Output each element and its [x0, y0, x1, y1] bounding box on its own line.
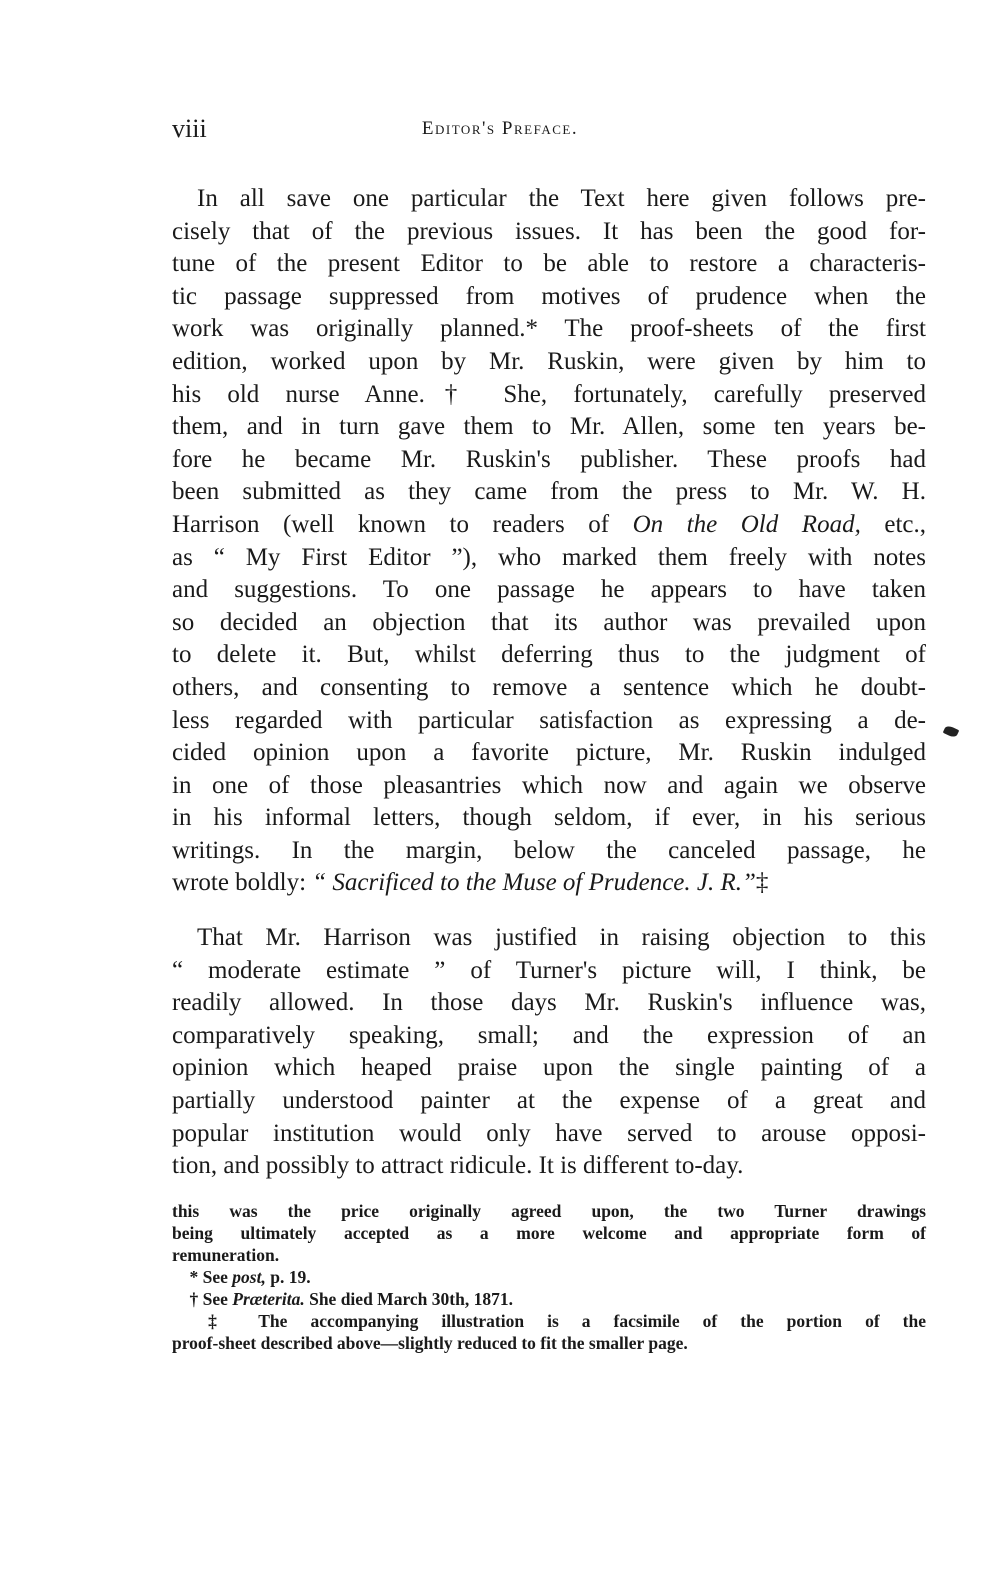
text-segment: cided opinion upon a favorite picture, Mr. Ruskin indulged [172, 739, 926, 767]
text-line [172, 1288, 926, 1310]
text-segment: this was the price originally agreed upon, the two Turner drawings [172, 1201, 926, 1221]
text-segment: That Mr. Harrison was justified in raising objection to this [172, 924, 926, 951]
text-segment: Harrison (well known to readers of [172, 510, 633, 538]
text-line [172, 1310, 926, 1332]
text-line [172, 346, 926, 379]
text-line [172, 1244, 926, 1266]
text-segment: wrote boldly: [172, 869, 313, 897]
text-segment: She died March 30th, 1871. [304, 1289, 513, 1309]
text-line [172, 770, 926, 803]
text-segment: tune of the present Editor to be able to restore a characteris- [172, 250, 926, 278]
text-segment: partially understood painter at the expense of a great and [172, 1086, 926, 1114]
text-segment: his old nurse Anne.† She, fortunately, carefully preserved [172, 380, 926, 408]
text-line [172, 542, 926, 575]
text-segment: them, and in turn gave them to Mr. Allen, some ten years be- [172, 413, 926, 441]
text-line [172, 1118, 926, 1151]
italic-text: post, [232, 1267, 266, 1287]
text-segment: “ moderate estimate ” of Turner's picture will, I think, be [172, 956, 926, 984]
text-line [172, 835, 926, 868]
text-line [172, 1200, 926, 1222]
text-segment: proof-sheet described above—slightly reduced to fit the smaller page. [172, 1333, 688, 1353]
text-segment: ‡ [755, 869, 769, 897]
text-segment: etc., [860, 510, 926, 538]
text-segment: cisely that of the previous issues. It has been the good for- [172, 217, 926, 245]
margin-mark [943, 724, 959, 738]
text-line [172, 955, 926, 988]
italic-text: Præterita. [232, 1289, 305, 1309]
text-segment: in his informal letters, though seldom, if ever, in his serious [172, 804, 926, 832]
text-line [172, 509, 926, 542]
text-segment: † See [172, 1289, 233, 1309]
text-segment: being ultimately accepted as a more welcome and appropriate form of [172, 1223, 926, 1243]
text-segment: work was originally planned.* The proof-sheets of the first [172, 315, 926, 343]
text-segment: fore he became Mr. Ruskin's publisher. These proofs had [172, 445, 926, 473]
italic-text: “ Sacrificed to the Muse of Prudence. J. R.” [312, 869, 756, 897]
text-segment: opinion which heaped praise upon the single painting of a [172, 1054, 926, 1082]
text-segment: tic passage suppressed from motives of prudence when the [172, 282, 926, 310]
text-line [172, 922, 926, 955]
paragraph-1 [172, 183, 926, 900]
text-line [172, 1332, 926, 1354]
italic-text: On the Old Road, [632, 510, 861, 538]
text-line [172, 802, 926, 835]
text-line [172, 1266, 926, 1288]
text-segment: so decided an objection that its author was prevailed upon [172, 608, 926, 636]
text-segment: comparatively speaking, small; and the expression of an [172, 1021, 926, 1049]
text-segment: * See [172, 1267, 233, 1287]
text-segment: popular institution would only have served to arouse opposi- [172, 1119, 926, 1147]
text-line [172, 607, 926, 640]
text-line [172, 216, 926, 249]
text-line [172, 379, 926, 412]
text-segment: as “ My First Editor ”), who marked them freely with notes [172, 543, 926, 571]
text-line [172, 639, 926, 672]
text-segment: edition, worked upon by Mr. Ruskin, were given by him to [172, 347, 926, 375]
text-segment: writings. In the margin, below the canceled passage, he [172, 836, 926, 864]
text-segment: remuneration. [172, 1245, 280, 1265]
text-segment: ‡ The accompanying illustration is a facsimile of the portion of the [172, 1311, 926, 1331]
text-line [172, 476, 926, 509]
text-segment: been submitted as they came from the press to Mr. W. H. [172, 478, 926, 506]
text-line [172, 1085, 926, 1118]
running-title: Editor's Preface. [421, 118, 579, 139]
text-segment: readily allowed. In those days Mr. Ruskin's influence was, [172, 989, 926, 1017]
text-line [172, 313, 926, 346]
paragraph-2 [172, 922, 926, 1183]
text-segment: in one of those pleasantries which now and again we observe [172, 771, 926, 799]
text-line [172, 574, 926, 607]
text-line [172, 705, 926, 738]
text-line [172, 987, 926, 1020]
text-line [172, 248, 926, 281]
text-line [172, 1150, 926, 1183]
text-line [172, 1020, 926, 1053]
text-segment: p. 19. [265, 1267, 311, 1287]
text-line [172, 672, 926, 705]
text-segment: In all save one particular the Text here given follows pre- [172, 185, 926, 212]
text-segment: to delete it. But, whilst deferring thus to the judgment of [172, 641, 926, 669]
text-line [172, 1052, 926, 1085]
text-line [172, 1222, 926, 1244]
text-line [172, 183, 926, 216]
text-line [172, 867, 926, 900]
text-line [172, 737, 926, 770]
text-line [172, 444, 926, 477]
page-number: viii [172, 114, 207, 143]
text-line [172, 281, 926, 314]
text-segment: and suggestions. To one passage he appears to have taken [172, 576, 926, 604]
footnotes [172, 1200, 926, 1354]
text-segment: less regarded with particular satisfaction as expressing a de- [172, 706, 926, 734]
text-segment: tion, and possibly to attract ridicule. It is different to-day. [172, 1152, 744, 1180]
text-segment: others, and consenting to remove a sentence which he doubt- [172, 673, 926, 701]
text-line [172, 411, 926, 444]
